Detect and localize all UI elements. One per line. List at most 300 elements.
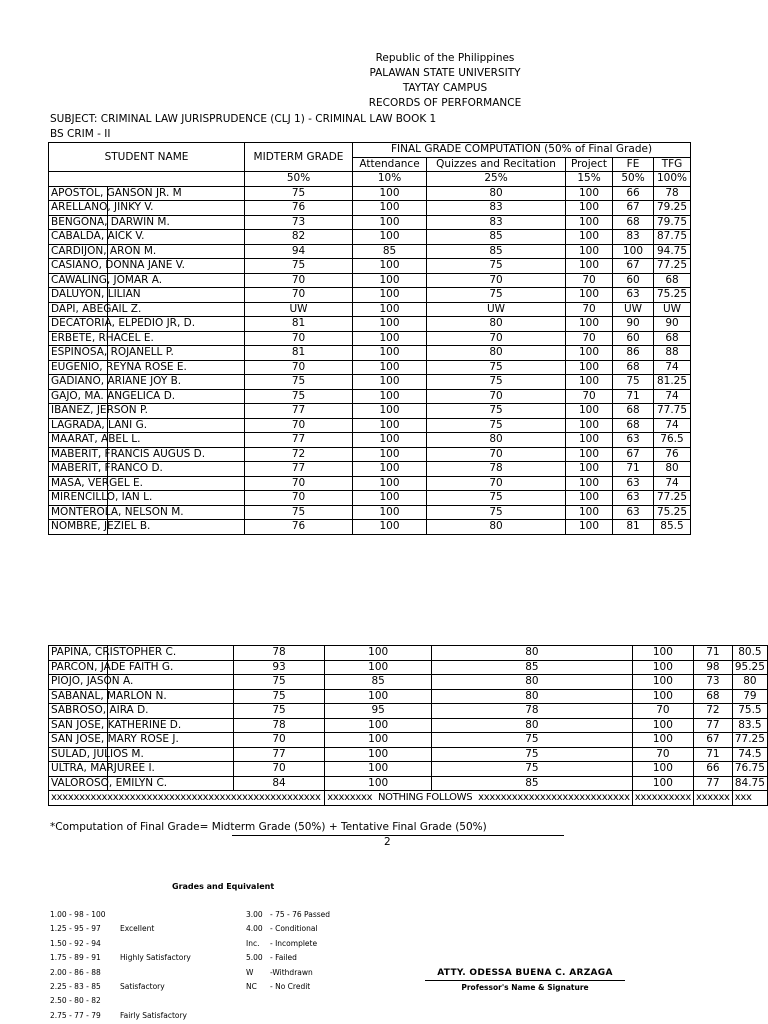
cell-quizzes-recitation: 75 bbox=[427, 491, 566, 506]
cell-midterm-grade: 81 bbox=[245, 317, 353, 332]
cell-fe: 67 bbox=[613, 201, 654, 216]
cell-project: 70 bbox=[632, 704, 693, 719]
legend-equivalent: Satisfactory bbox=[120, 981, 165, 991]
pct-project: 15% bbox=[566, 172, 613, 187]
cell-fe: 66 bbox=[613, 186, 654, 201]
cell-tfg: 77.25 bbox=[732, 733, 767, 748]
cell-tfg: 79.75 bbox=[654, 215, 691, 230]
cell-attendance: 100 bbox=[325, 762, 432, 777]
legend-equivalent: Excellent bbox=[120, 924, 155, 934]
closing-row bbox=[49, 791, 768, 806]
cell-attendance: 100 bbox=[353, 331, 427, 346]
cell-attendance: 100 bbox=[353, 389, 427, 404]
nothing-follows-label: NOTHING FOLLOWS bbox=[377, 792, 473, 804]
cell-student-name: MASA, VERGEL E. bbox=[49, 476, 245, 491]
table-row bbox=[49, 404, 691, 419]
cell-attendance: 100 bbox=[325, 646, 432, 661]
table-row bbox=[49, 433, 691, 448]
cell-quizzes-recitation: 80 bbox=[432, 689, 633, 704]
cell-fe: 60 bbox=[613, 273, 654, 288]
cell-midterm-grade: 70 bbox=[245, 288, 353, 303]
cell-student-name: ESPIÑOSA, ROJANELL P. bbox=[49, 346, 245, 361]
legend-entry bbox=[50, 922, 191, 936]
legend-grade: NC bbox=[246, 981, 257, 991]
legend-equivalent: - 75 - 76 Passed bbox=[270, 910, 331, 919]
cell-midterm-grade: 75 bbox=[233, 689, 324, 704]
table-row bbox=[49, 331, 691, 346]
cell-midterm-grade: 75 bbox=[233, 675, 324, 690]
cell-fe: 86 bbox=[613, 346, 654, 361]
cell-project: 100 bbox=[632, 689, 693, 704]
grades-body-part1 bbox=[49, 186, 691, 534]
cell-tfg: UW bbox=[654, 302, 691, 317]
cell-quizzes-recitation: 80 bbox=[432, 718, 633, 733]
table-row bbox=[49, 491, 691, 506]
legend-grade: 3.00 bbox=[246, 910, 263, 919]
col-header-final-group: FINAL GRADE COMPUTATION (50% of Final Grade) bbox=[353, 143, 691, 158]
cell-midterm-grade: 75 bbox=[245, 375, 353, 390]
legend-entry bbox=[246, 951, 330, 965]
table-row bbox=[49, 462, 691, 477]
cell-fe: 75 bbox=[613, 375, 654, 390]
legend-entry bbox=[246, 937, 330, 951]
table-row bbox=[49, 747, 768, 762]
pct-midterm: 50% bbox=[245, 172, 353, 187]
cell-attendance: 100 bbox=[353, 215, 427, 230]
legend-grade: W bbox=[246, 967, 254, 977]
legend-grade: 1.00 - 98 - 100 bbox=[50, 910, 106, 919]
cell-quizzes-recitation: UW bbox=[427, 302, 566, 317]
pct-student-blank bbox=[49, 172, 245, 187]
signature-line bbox=[425, 980, 625, 981]
cell-attendance: 100 bbox=[353, 273, 427, 288]
cell-quizzes-recitation: 70 bbox=[427, 273, 566, 288]
table-row bbox=[49, 259, 691, 274]
table-row bbox=[49, 733, 768, 748]
cell-tfg: 68 bbox=[654, 273, 691, 288]
cell-midterm-grade: 75 bbox=[245, 389, 353, 404]
cell-quizzes-recitation: 75 bbox=[427, 375, 566, 390]
table-row bbox=[49, 230, 691, 245]
cell-project: 100 bbox=[566, 505, 613, 520]
subject-line: SUBJECT: CRIMINAL LAW JURISPRUDENCE (CLJ 1) - CRIMINAL LAW BOOK 1 bbox=[50, 113, 437, 125]
cell-student-name: EUGENIO, REYNA ROSE E. bbox=[49, 360, 245, 375]
table-row bbox=[49, 244, 691, 259]
header-university: PALAWAN STATE UNIVERSITY bbox=[369, 67, 521, 79]
cell-quizzes-recitation: 75 bbox=[427, 259, 566, 274]
legend-entry bbox=[50, 951, 191, 965]
cell-tfg: 74 bbox=[654, 418, 691, 433]
table-row bbox=[49, 689, 768, 704]
formula-underline bbox=[232, 835, 564, 836]
cell-student-name: GAJO, MA. ANGELICA D. bbox=[49, 389, 245, 404]
cell-midterm-grade: UW bbox=[245, 302, 353, 317]
professor-name: ATTY. ODESSA BUENA C. ARZAGA bbox=[437, 968, 613, 978]
cell-attendance: 100 bbox=[353, 288, 427, 303]
col-header-student-name: STUDENT NAME bbox=[49, 143, 245, 172]
cell-fe: 67 bbox=[613, 447, 654, 462]
cell-midterm-grade: 75 bbox=[245, 259, 353, 274]
cell-attendance: 100 bbox=[353, 201, 427, 216]
cell-project: 100 bbox=[632, 646, 693, 661]
cell-fe: 100 bbox=[613, 244, 654, 259]
cell-attendance: 100 bbox=[353, 447, 427, 462]
legend-entry bbox=[50, 908, 191, 922]
table-row bbox=[49, 375, 691, 390]
closing-x-1: xxxxxxxxxxxxxxxxxxxxxxxxxxxxxxxxxxxxxxxxxxxxxxxx bbox=[51, 792, 321, 804]
cell-midterm-grade: 70 bbox=[245, 360, 353, 375]
grades-table-part1 bbox=[48, 142, 691, 535]
cell-fe: UW bbox=[613, 302, 654, 317]
cell-midterm-grade: 81 bbox=[245, 346, 353, 361]
cell-quizzes-recitation: 80 bbox=[427, 186, 566, 201]
cell-fe: 77 bbox=[693, 776, 732, 791]
cell-fe: 71 bbox=[613, 462, 654, 477]
cell-student-name: DECATORIA, ELPEDIO JR, D. bbox=[49, 317, 245, 332]
closing-nothing-follows-cell bbox=[325, 791, 633, 806]
cell-project: 100 bbox=[632, 675, 693, 690]
cell-midterm-grade: 76 bbox=[245, 520, 353, 535]
cell-quizzes-recitation: 70 bbox=[427, 447, 566, 462]
legend-entry bbox=[246, 966, 330, 980]
legend-equivalent: Highly Satisfactory bbox=[120, 953, 191, 963]
cell-quizzes-recitation: 85 bbox=[432, 776, 633, 791]
col-header-project: Project bbox=[566, 157, 613, 172]
cell-tfg: 95.25 bbox=[732, 660, 767, 675]
cell-quizzes-recitation: 80 bbox=[427, 317, 566, 332]
cell-attendance: 100 bbox=[353, 476, 427, 491]
cell-attendance: 100 bbox=[325, 660, 432, 675]
cell-quizzes-recitation: 78 bbox=[432, 704, 633, 719]
cell-student-name: SAN JOSE, KATHERINE D. bbox=[49, 718, 234, 733]
cell-quizzes-recitation: 70 bbox=[427, 331, 566, 346]
page-number: 2 bbox=[384, 836, 391, 848]
cell-project: 100 bbox=[566, 476, 613, 491]
legend-equivalent: - Incomplete bbox=[270, 938, 318, 948]
cell-tfg: 77.25 bbox=[654, 491, 691, 506]
table-row bbox=[49, 360, 691, 375]
cell-midterm-grade: 70 bbox=[245, 273, 353, 288]
legend-entry bbox=[50, 980, 191, 994]
legend-grade: 1.50 - 92 - 94 bbox=[50, 938, 101, 948]
cell-quizzes-recitation: 75 bbox=[427, 360, 566, 375]
cell-fe: 68 bbox=[613, 418, 654, 433]
cell-fe: 67 bbox=[613, 259, 654, 274]
cell-attendance: 100 bbox=[353, 418, 427, 433]
cell-tfg: 94.75 bbox=[654, 244, 691, 259]
cell-attendance: 100 bbox=[325, 747, 432, 762]
table-row bbox=[49, 215, 691, 230]
header-records: RECORDS OF PERFORMANCE bbox=[368, 97, 522, 106]
legend-equivalent: Fairly Satisfactory bbox=[120, 1010, 187, 1020]
col-header-tfg: TFG bbox=[654, 157, 691, 172]
cell-quizzes-recitation: 83 bbox=[427, 201, 566, 216]
pct-tfg: 100% bbox=[654, 172, 691, 187]
cell-tfg: 80 bbox=[732, 675, 767, 690]
cell-attendance: 100 bbox=[325, 718, 432, 733]
cell-attendance: 100 bbox=[325, 733, 432, 748]
cell-fe: 71 bbox=[693, 747, 732, 762]
cell-student-name: LAGRADA, LANI G. bbox=[49, 418, 245, 433]
cell-fe: 68 bbox=[693, 689, 732, 704]
cell-midterm-grade: 77 bbox=[245, 404, 353, 419]
legend-grade: Inc. bbox=[246, 938, 260, 948]
cell-attendance: 85 bbox=[325, 675, 432, 690]
table-row bbox=[49, 389, 691, 404]
final-grade-formula: *Computation of Final Grade= Midterm Grade (50%) + Tentative Final Grade (50%) bbox=[50, 821, 487, 833]
cell-fe: 67 bbox=[693, 733, 732, 748]
cell-project: 100 bbox=[632, 733, 693, 748]
cell-midterm-grade: 78 bbox=[233, 646, 324, 661]
cell-tfg: 80.5 bbox=[732, 646, 767, 661]
cell-student-name: SULAD, JULIOS M. bbox=[49, 747, 234, 762]
cell-student-name: CABALDA, AICK V. bbox=[49, 230, 245, 245]
cell-student-name: ERBETE, RHACEL E. bbox=[49, 331, 245, 346]
cell-quizzes-recitation: 80 bbox=[427, 520, 566, 535]
cell-fe: 68 bbox=[613, 404, 654, 419]
cell-project: 100 bbox=[566, 418, 613, 433]
table-row bbox=[49, 675, 768, 690]
cell-project: 70 bbox=[566, 302, 613, 317]
legend-grade: 2.25 - 83 - 85 bbox=[50, 981, 101, 991]
cell-attendance: 100 bbox=[353, 404, 427, 419]
cell-quizzes-recitation: 85 bbox=[427, 244, 566, 259]
cell-quizzes-recitation: 80 bbox=[427, 346, 566, 361]
legend-grade: 5.00 bbox=[246, 953, 263, 963]
cell-project: 100 bbox=[566, 346, 613, 361]
header-republic: Republic of the Philippines bbox=[375, 52, 515, 64]
cell-student-name: PIOJO, JASON A. bbox=[49, 675, 234, 690]
cell-tfg: 78 bbox=[654, 186, 691, 201]
col-header-fe: FE bbox=[613, 157, 654, 172]
cell-student-name: CAWALING, JOMAR A. bbox=[49, 273, 245, 288]
cell-tfg: 74 bbox=[654, 360, 691, 375]
cell-tfg: 68 bbox=[654, 331, 691, 346]
cell-quizzes-recitation: 80 bbox=[427, 433, 566, 448]
cell-attendance: 100 bbox=[325, 689, 432, 704]
header-campus: TAYTAY CAMPUS bbox=[402, 82, 488, 94]
cell-student-name: CASIANO, DONNA JANE V. bbox=[49, 259, 245, 274]
table-row bbox=[49, 520, 691, 535]
closing-x-5-cell bbox=[632, 791, 693, 806]
table-row bbox=[49, 776, 768, 791]
cell-attendance: 100 bbox=[353, 491, 427, 506]
cell-tfg: 77.25 bbox=[654, 259, 691, 274]
table-row bbox=[49, 288, 691, 303]
cell-fe: 63 bbox=[613, 433, 654, 448]
cell-quizzes-recitation: 75 bbox=[427, 505, 566, 520]
cell-attendance: 100 bbox=[353, 505, 427, 520]
table-row bbox=[49, 718, 768, 733]
cell-attendance: 100 bbox=[353, 186, 427, 201]
cell-quizzes-recitation: 78 bbox=[427, 462, 566, 477]
cell-project: 100 bbox=[632, 660, 693, 675]
cell-student-name: MABERIT, FRANCO D. bbox=[49, 462, 245, 477]
table-row bbox=[49, 476, 691, 491]
cell-student-name: IBAÑEZ, JERSON P. bbox=[49, 404, 245, 419]
cell-tfg: 83.5 bbox=[732, 718, 767, 733]
cell-attendance: 95 bbox=[325, 704, 432, 719]
cell-fe: 90 bbox=[613, 317, 654, 332]
legend-grade: 4.00 bbox=[246, 924, 263, 934]
legend-entry bbox=[246, 922, 330, 936]
table-row bbox=[49, 186, 691, 201]
closing-x-7-cell bbox=[732, 791, 767, 806]
cell-student-name: APOSTOL, GANSON JR. M bbox=[49, 186, 245, 201]
cell-midterm-grade: 82 bbox=[245, 230, 353, 245]
grades-table-part2 bbox=[48, 645, 768, 806]
cell-fe: 63 bbox=[613, 476, 654, 491]
cell-quizzes-recitation: 70 bbox=[427, 389, 566, 404]
cell-project: 100 bbox=[566, 215, 613, 230]
cell-attendance: 100 bbox=[353, 462, 427, 477]
cell-project: 100 bbox=[566, 244, 613, 259]
cell-quizzes-recitation: 75 bbox=[432, 733, 633, 748]
professor-caption: Professor's Name & Signature bbox=[461, 983, 589, 992]
legend-grade: 1.25 - 95 - 97 bbox=[50, 924, 101, 934]
cell-student-name: SABROSO, AIRA D. bbox=[49, 704, 234, 719]
cell-attendance: 100 bbox=[353, 360, 427, 375]
cell-fe: 68 bbox=[613, 215, 654, 230]
cell-student-name: NOMBRE, JEZIEL B. bbox=[49, 520, 245, 535]
cell-quizzes-recitation: 75 bbox=[432, 747, 633, 762]
table-row bbox=[49, 646, 768, 661]
table-row bbox=[49, 302, 691, 317]
table-row bbox=[49, 317, 691, 332]
cell-tfg: 75.25 bbox=[654, 288, 691, 303]
cell-fe: 63 bbox=[613, 288, 654, 303]
cell-quizzes-recitation: 85 bbox=[432, 660, 633, 675]
cell-attendance: 100 bbox=[353, 302, 427, 317]
legend-entry bbox=[246, 908, 330, 922]
cell-midterm-grade: 84 bbox=[233, 776, 324, 791]
table-row bbox=[49, 273, 691, 288]
cell-student-name: SAN JOSE, MARY ROSE J. bbox=[49, 733, 234, 748]
table-row bbox=[49, 418, 691, 433]
cell-project: 70 bbox=[566, 331, 613, 346]
legend-grade: 2.50 - 80 - 82 bbox=[50, 996, 101, 1006]
legend-entry bbox=[50, 1009, 191, 1023]
cell-project: 100 bbox=[566, 404, 613, 419]
cell-tfg: 79 bbox=[732, 689, 767, 704]
cell-attendance: 85 bbox=[353, 244, 427, 259]
closing-x-left bbox=[49, 791, 325, 806]
cell-student-name: DAPI, ABEGAIL Z. bbox=[49, 302, 245, 317]
col-header-midterm: MIDTERM GRADE bbox=[245, 143, 353, 172]
table-row bbox=[49, 704, 768, 719]
cell-tfg: 88 bbox=[654, 346, 691, 361]
cell-tfg: 75.5 bbox=[732, 704, 767, 719]
cell-project: 100 bbox=[566, 447, 613, 462]
cell-student-name: MAARAT, ABEL L. bbox=[49, 433, 245, 448]
cell-project: 100 bbox=[566, 520, 613, 535]
legend-equivalent: - No Credit bbox=[270, 981, 311, 991]
table-row bbox=[49, 346, 691, 361]
cell-project: 100 bbox=[632, 762, 693, 777]
cell-student-name: MONTEROLA, NELSON M. bbox=[49, 505, 245, 520]
cell-student-name: GADIANO, ARIANE JOY B. bbox=[49, 375, 245, 390]
cell-fe: 83 bbox=[613, 230, 654, 245]
cell-student-name: MABERIT, FRANCIS AUGUS D. bbox=[49, 447, 245, 462]
cell-fe: 71 bbox=[693, 646, 732, 661]
cell-project: 100 bbox=[632, 776, 693, 791]
legend-grade: 2.00 - 86 - 88 bbox=[50, 967, 101, 977]
cell-attendance: 100 bbox=[353, 346, 427, 361]
cell-project: 100 bbox=[566, 360, 613, 375]
cell-midterm-grade: 76 bbox=[245, 201, 353, 216]
cell-quizzes-recitation: 85 bbox=[427, 230, 566, 245]
cell-student-name: DALUYON, LILIAN bbox=[49, 288, 245, 303]
table-row bbox=[49, 762, 768, 777]
cell-fe: 81 bbox=[613, 520, 654, 535]
cell-midterm-grade: 70 bbox=[245, 476, 353, 491]
cell-tfg: 90 bbox=[654, 317, 691, 332]
cell-midterm-grade: 73 bbox=[245, 215, 353, 230]
cell-midterm-grade: 70 bbox=[245, 331, 353, 346]
cell-tfg: 81.25 bbox=[654, 375, 691, 390]
cell-fe: 66 bbox=[693, 762, 732, 777]
cell-quizzes-recitation: 80 bbox=[432, 675, 633, 690]
cell-midterm-grade: 75 bbox=[233, 704, 324, 719]
cell-project: 100 bbox=[566, 375, 613, 390]
closing-x-2: xxxxxxxx bbox=[327, 792, 373, 804]
legend-equivalent: -Withdrawn bbox=[270, 967, 313, 977]
cell-project: 100 bbox=[566, 230, 613, 245]
cell-student-name: BENGONA, DARWIN M. bbox=[49, 215, 245, 230]
cell-student-name: PAPINA, CRISTOPHER C. bbox=[49, 646, 234, 661]
cell-attendance: 100 bbox=[353, 230, 427, 245]
col-header-quizzes: Quizzes and Recitation bbox=[427, 157, 566, 172]
cell-quizzes-recitation: 75 bbox=[432, 762, 633, 777]
legend-entry bbox=[246, 980, 330, 994]
cell-quizzes-recitation: 75 bbox=[427, 288, 566, 303]
cell-tfg: 77.75 bbox=[654, 404, 691, 419]
cell-project: 100 bbox=[566, 462, 613, 477]
cell-project: 100 bbox=[566, 259, 613, 274]
table-row bbox=[49, 505, 691, 520]
cell-midterm-grade: 75 bbox=[245, 505, 353, 520]
cell-student-name: VALOROSO, EMILYN C. bbox=[49, 776, 234, 791]
legend-equivalent: - Failed bbox=[270, 953, 297, 963]
cell-fe: 63 bbox=[613, 505, 654, 520]
cell-fe: 60 bbox=[613, 331, 654, 346]
col-header-attendance: Attendance bbox=[353, 157, 427, 172]
cell-attendance: 100 bbox=[353, 317, 427, 332]
closing-x-6-cell bbox=[693, 791, 732, 806]
closing-x-6: xxxxxx bbox=[695, 792, 730, 804]
legend-grade: 1.75 - 89 - 91 bbox=[50, 953, 101, 963]
cell-quizzes-recitation: 83 bbox=[427, 215, 566, 230]
cell-student-name: SABANAL, MARLON N. bbox=[49, 689, 234, 704]
closing-x-5: xxxxxxxxxx bbox=[634, 792, 691, 804]
cell-tfg: 84.75 bbox=[732, 776, 767, 791]
cell-tfg: 75.25 bbox=[654, 505, 691, 520]
cell-attendance: 100 bbox=[353, 375, 427, 390]
legend-right-column bbox=[246, 908, 330, 994]
cell-fe: 71 bbox=[613, 389, 654, 404]
cell-attendance: 100 bbox=[325, 776, 432, 791]
cell-quizzes-recitation: 75 bbox=[427, 418, 566, 433]
cell-project: 70 bbox=[566, 273, 613, 288]
cell-attendance: 100 bbox=[353, 433, 427, 448]
legend-entry bbox=[50, 937, 191, 951]
cell-project: 100 bbox=[566, 186, 613, 201]
closing-x-4: xxxxxxxxxxxxxxxxxxxxxxxxxxx bbox=[478, 792, 630, 804]
cell-student-name: MIRENCILLO, IAN L. bbox=[49, 491, 245, 506]
cell-quizzes-recitation: 70 bbox=[427, 476, 566, 491]
cell-project: 100 bbox=[566, 288, 613, 303]
course-line: BS CRIM - II bbox=[50, 128, 111, 140]
